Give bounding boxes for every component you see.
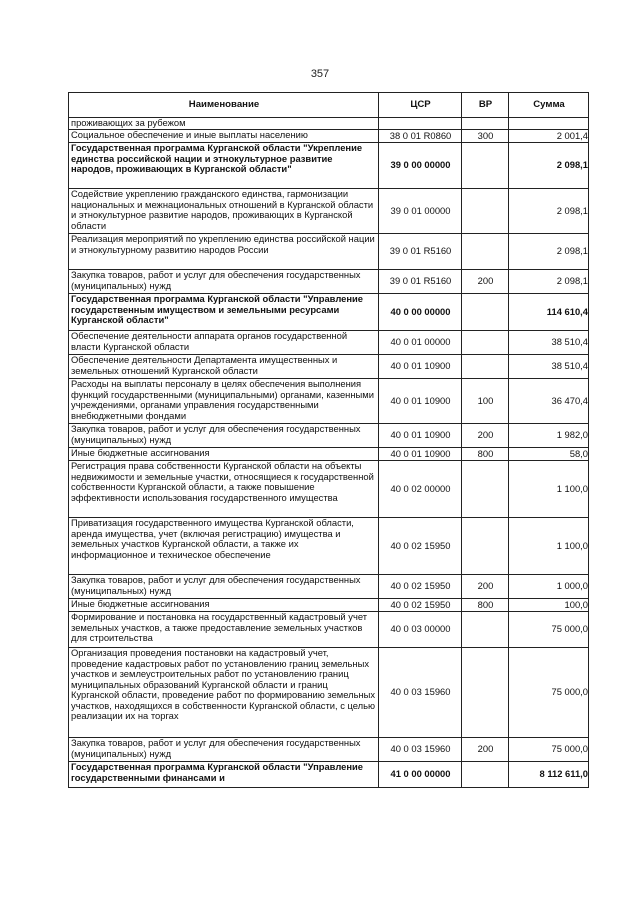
cell-csr: 40 0 00 00000	[379, 294, 462, 331]
table-row	[69, 762, 589, 788]
cell-vr	[462, 762, 509, 788]
cell-name: Приватизация государственного имущества Курганской области, аренда имущества, учет (включая регистрацию) имущества и земельных участков Курганской области, а также их информационное и техническое обеспечение	[69, 518, 379, 575]
cell-csr: 40 0 01 10900	[379, 355, 462, 379]
cell-csr: 40 0 02 15950	[379, 599, 462, 612]
header-csr: ЦСР	[379, 93, 462, 118]
cell-name: проживающих за рубежом	[69, 118, 379, 130]
table-row	[69, 118, 589, 130]
cell-sum: 75 000,0	[509, 648, 589, 738]
budget-table	[68, 92, 589, 788]
cell-csr: 40 0 01 10900	[379, 379, 462, 424]
cell-vr: 100	[462, 379, 509, 424]
table-row	[69, 270, 589, 294]
table-row	[69, 294, 589, 331]
table-row	[69, 448, 589, 461]
cell-sum: 1 982,0	[509, 424, 589, 448]
cell-name: Регистрация права собственности Курганской области на объекты недвижимости и земельные участки, относящиеся к государственной собственности Курганской области, а также повышение эффективности использования государственного имущества	[69, 461, 379, 518]
cell-name: Формирование и постановка на государственный кадастровый учет земельных участков, а также предоставление земельных участков для строительства	[69, 612, 379, 648]
cell-sum: 2 098,1	[509, 270, 589, 294]
cell-name: Государственная программа Курганской области "Управление государственным имуществом и земельными ресурсами Курганской области"	[69, 294, 379, 331]
cell-csr: 40 0 02 15950	[379, 518, 462, 575]
cell-sum: 1 000,0	[509, 575, 589, 599]
cell-name: Обеспечение деятельности Департамента имущественных и земельных отношений Курганской области	[69, 355, 379, 379]
cell-sum: 58,0	[509, 448, 589, 461]
table-body	[69, 118, 589, 788]
table-row	[69, 599, 589, 612]
cell-vr	[462, 518, 509, 575]
cell-vr: 200	[462, 424, 509, 448]
header-vr: ВР	[462, 93, 509, 118]
cell-sum: 2 098,1	[509, 143, 589, 189]
cell-csr: 40 0 03 00000	[379, 612, 462, 648]
cell-name: Организация проведения постановки на кадастровый учет, проведение кадастровых работ по установлению границ земельных участков и землеустроительных работ по установлению границ муниципальных образований Курганской области и границ Курганской области, проведение работ по формированию земельных участков, находящихся в собственности Курганской области, с целью реализации их на торгах	[69, 648, 379, 738]
cell-vr: 200	[462, 270, 509, 294]
cell-sum: 1 100,0	[509, 461, 589, 518]
cell-vr	[462, 118, 509, 130]
cell-csr: 40 0 03 15960	[379, 738, 462, 762]
cell-name: Государственная программа Курганской области "Управление государственными финансами и	[69, 762, 379, 788]
cell-csr: 40 0 02 00000	[379, 461, 462, 518]
cell-csr: 40 0 01 00000	[379, 331, 462, 355]
table-row	[69, 331, 589, 355]
cell-vr	[462, 648, 509, 738]
cell-csr: 39 0 01 00000	[379, 189, 462, 234]
cell-vr	[462, 294, 509, 331]
cell-csr: 39 0 01 R5160	[379, 234, 462, 270]
table-row	[69, 189, 589, 234]
table-row	[69, 143, 589, 189]
cell-vr	[462, 461, 509, 518]
table-row	[69, 234, 589, 270]
cell-csr: 40 0 02 15950	[379, 575, 462, 599]
cell-vr	[462, 143, 509, 189]
header-name: Наименование	[69, 93, 379, 118]
table-row	[69, 424, 589, 448]
table-row	[69, 130, 589, 143]
cell-csr: 40 0 01 10900	[379, 448, 462, 461]
cell-name: Содействие укреплению гражданского единства, гармонизации национальных и межнациональных отношений в Курганской области и этнокультурное развитие народов, проживающих в Курганской области	[69, 189, 379, 234]
cell-name: Социальное обеспечение и иные выплаты населению	[69, 130, 379, 143]
cell-sum: 8 112 611,0	[509, 762, 589, 788]
cell-sum	[509, 118, 589, 130]
cell-sum: 2 001,4	[509, 130, 589, 143]
cell-vr: 800	[462, 599, 509, 612]
cell-csr: 39 0 01 R5160	[379, 270, 462, 294]
scan-speck	[60, 778, 63, 781]
table-row	[69, 518, 589, 575]
cell-vr	[462, 234, 509, 270]
cell-csr: 41 0 00 00000	[379, 762, 462, 788]
cell-sum: 38 510,4	[509, 355, 589, 379]
cell-vr	[462, 331, 509, 355]
cell-sum: 38 510,4	[509, 331, 589, 355]
cell-name: Закупка товаров, работ и услуг для обеспечения государственных (муниципальных) нужд	[69, 738, 379, 762]
cell-sum: 2 098,1	[509, 234, 589, 270]
cell-sum: 1 100,0	[509, 518, 589, 575]
cell-vr: 200	[462, 575, 509, 599]
table-header	[69, 93, 589, 118]
cell-sum: 75 000,0	[509, 612, 589, 648]
cell-csr	[379, 118, 462, 130]
header-sum: Сумма	[509, 93, 589, 118]
page-number: 357	[310, 68, 330, 80]
table-row	[69, 612, 589, 648]
cell-name: Иные бюджетные ассигнования	[69, 448, 379, 461]
cell-name: Закупка товаров, работ и услуг для обеспечения государственных (муниципальных) нужд	[69, 575, 379, 599]
cell-name: Расходы на выплаты персоналу в целях обеспечения выполнения функций государственными (муниципальными) органами, казенными учреждениями, органами управления государственными внебюджетными фондами	[69, 379, 379, 424]
cell-sum: 2 098,1	[509, 189, 589, 234]
cell-vr: 200	[462, 738, 509, 762]
table-row	[69, 738, 589, 762]
cell-vr: 800	[462, 448, 509, 461]
table-row	[69, 648, 589, 738]
table-row	[69, 355, 589, 379]
cell-sum: 100,0	[509, 599, 589, 612]
cell-csr: 39 0 00 00000	[379, 143, 462, 189]
cell-name: Реализация мероприятий по укреплению единства российской нации и этнокультурному развитию народов России	[69, 234, 379, 270]
cell-sum: 114 610,4	[509, 294, 589, 331]
cell-name: Иные бюджетные ассигнования	[69, 599, 379, 612]
cell-vr: 300	[462, 130, 509, 143]
table-row	[69, 461, 589, 518]
cell-vr	[462, 612, 509, 648]
cell-csr: 40 0 03 15960	[379, 648, 462, 738]
cell-name: Закупка товаров, работ и услуг для обеспечения государственных (муниципальных) нужд	[69, 270, 379, 294]
cell-csr: 38 0 01 R0860	[379, 130, 462, 143]
header-row	[69, 93, 589, 118]
cell-sum: 75 000,0	[509, 738, 589, 762]
cell-sum: 36 470,4	[509, 379, 589, 424]
cell-name: Закупка товаров, работ и услуг для обеспечения государственных (муниципальных) нужд	[69, 424, 379, 448]
table-row	[69, 575, 589, 599]
cell-csr: 40 0 01 10900	[379, 424, 462, 448]
cell-name: Обеспечение деятельности аппарата органов государственной власти Курганской области	[69, 331, 379, 355]
table-row	[69, 379, 589, 424]
cell-vr	[462, 189, 509, 234]
cell-name: Государственная программа Курганской области "Укрепление единства российской нации и этнокультурное развитие народов, проживающих в Курганской области"	[69, 143, 379, 189]
cell-vr	[462, 355, 509, 379]
